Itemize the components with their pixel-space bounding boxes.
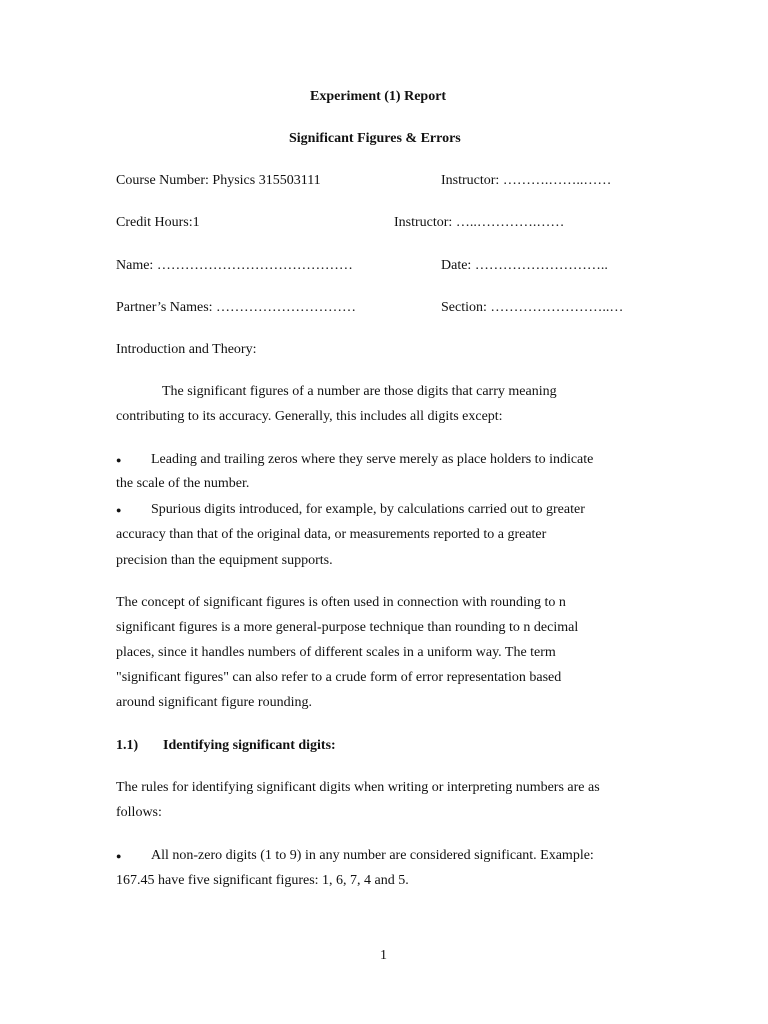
section-heading: Identifying significant digits: — [163, 738, 336, 753]
report-subtitle: Significant Figures & Errors — [289, 131, 461, 146]
bullet-text-line: accuracy than that of the original data, or measurements reported to a greater — [116, 527, 547, 542]
bullet-icon: ● — [116, 851, 122, 861]
section-number: 1.1) — [116, 738, 139, 753]
instructor-field-1: Instructor: ……….……..…… — [441, 173, 612, 188]
course-number-field: Course Number: Physics 315503111 — [116, 173, 321, 188]
bullet-text-line: Spurious digits introduced, for example, by calculations carried out to greater — [151, 502, 585, 517]
bullet-text-line: the scale of the number. — [116, 476, 250, 491]
partners-field: Partner’s Names: ………………………… — [116, 300, 357, 315]
intro-paragraph-line: contributing to its accuracy. Generally, this includes all digits except: — [116, 409, 503, 424]
paragraph-line: "significant figures" can also refer to a crude form of error representation based — [116, 670, 562, 685]
intro-paragraph-line: The significant figures of a number are those digits that carry meaning — [162, 384, 557, 399]
bullet-text-line: Leading and trailing zeros where they serve merely as place holders to indicate — [151, 452, 594, 467]
page-number: 1 — [380, 948, 387, 963]
paragraph-line: The concept of significant figures is often used in connection with rounding to n — [116, 595, 566, 610]
section-field: Section: ……………………..… — [441, 300, 624, 315]
name-field: Name: …………………………………… — [116, 258, 353, 273]
report-title: Experiment (1) Report — [310, 89, 447, 104]
paragraph-line: follows: — [116, 805, 162, 820]
date-field: Date: ……………………….. — [441, 258, 608, 273]
paragraph-line: The rules for identifying significant digits when writing or interpreting numbers are as — [116, 780, 600, 795]
paragraph-line: around significant figure rounding. — [116, 695, 312, 710]
bullet-icon: ● — [116, 455, 122, 465]
paragraph-line: significant figures is a more general-purpose technique than rounding to n decimal — [116, 620, 579, 635]
credit-hours-field: Credit Hours:1 — [116, 215, 200, 230]
bullet-text-line: All non-zero digits (1 to 9) in any number are considered significant. Example: — [151, 848, 594, 863]
bullet-icon: ● — [116, 505, 122, 515]
instructor-field-2: Instructor: …..………….…… — [394, 215, 565, 230]
bullet-text-line: 167.45 have five significant figures: 1, 6, 7, 4 and 5. — [116, 873, 409, 888]
bullet-text-line: precision than the equipment supports. — [116, 553, 333, 568]
intro-heading: Introduction and Theory: — [116, 342, 257, 357]
paragraph-line: places, since it handles numbers of different scales in a uniform way. The term — [116, 645, 556, 660]
